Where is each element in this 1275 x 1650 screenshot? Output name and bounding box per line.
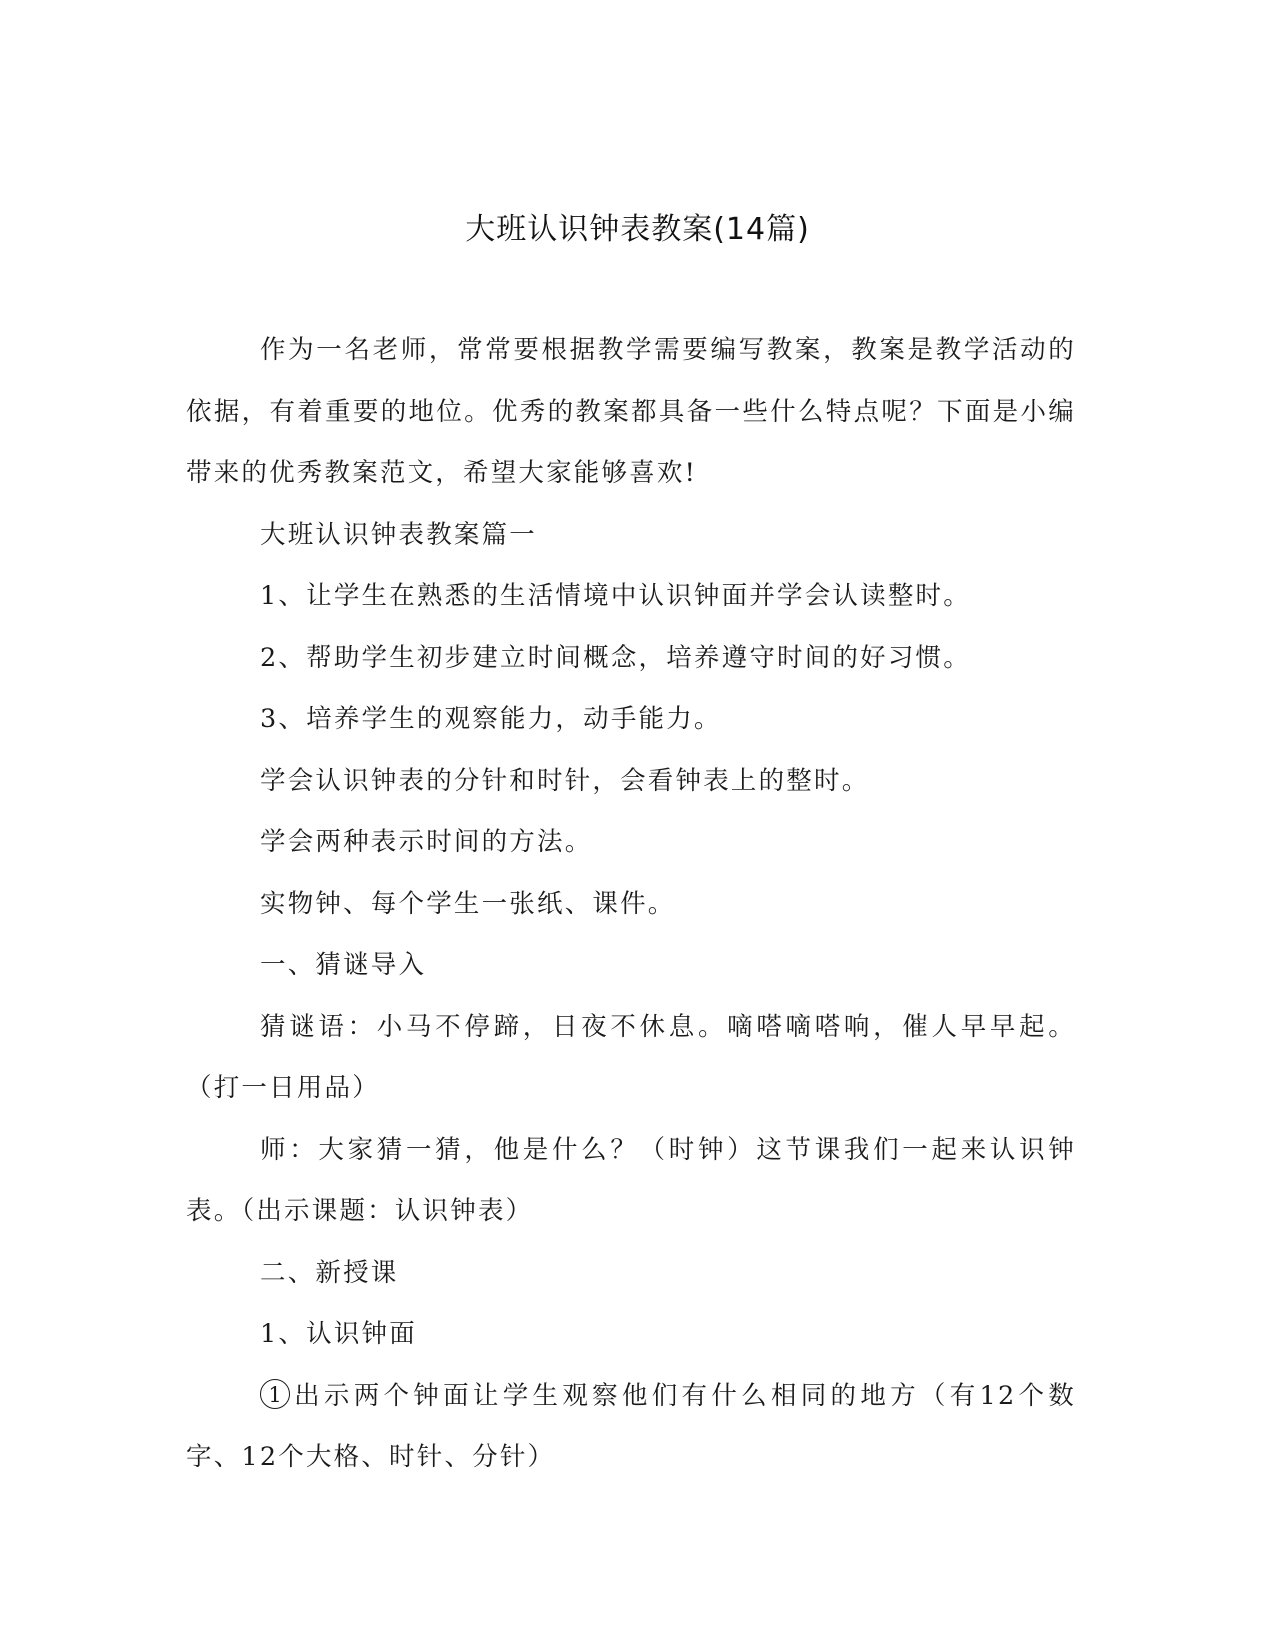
circled-number-marker: 1 <box>260 1379 290 1409</box>
observation-text: 出示两个钟面让学生观察他们有什么相同的地方（有12个数字、12个大格、时针、分针） <box>186 1380 1076 1472</box>
riddle-paragraph: 猜谜语：小马不停蹄，日夜不休息。嘀嗒嘀嗒响，催人早早起。（打一日用品） <box>186 1011 1076 1103</box>
sub-step-heading: 1、认识钟面 <box>260 1319 417 1349</box>
objective-item: 1、让学生在熟悉的生活情境中认识钟面并学会认读整时。 <box>260 581 971 611</box>
objective-item: 3、培养学生的观察能力，动手能力。 <box>260 704 722 734</box>
section-heading: 大班认识钟表教案篇一 <box>260 519 538 550</box>
difficulty-point: 学会两种表示时间的方法。 <box>260 827 593 857</box>
materials: 实物钟、每个学生一张纸、课件。 <box>260 888 676 919</box>
intro-paragraph: 作为一名老师，常常要根据教学需要编写教案，教案是教学活动的依据，有着重要的地位。优秀的教案都具备一些什么特点呢？下面是小编带来的优秀教案范文，希望大家能够喜欢! <box>186 335 1076 488</box>
objective-item: 2、帮助学生初步建立时间概念，培养遵守时间的好习惯。 <box>260 642 971 673</box>
document-title: 大班认识钟表教案(14篇) <box>465 212 810 247</box>
teacher-dialogue: 师：大家猜一猜，他是什么？（时钟）这节课我们一起来认识钟表。（出示课题：认识钟表） <box>186 1134 1076 1226</box>
key-point: 学会认识钟表的分针和时针，会看钟表上的整时。 <box>260 765 870 796</box>
document-body <box>186 320 1076 1489</box>
step-heading: 二、新授课 <box>260 1257 399 1288</box>
observation-paragraph <box>186 1366 1076 1489</box>
step-heading: 一、猜谜导入 <box>260 950 427 980</box>
